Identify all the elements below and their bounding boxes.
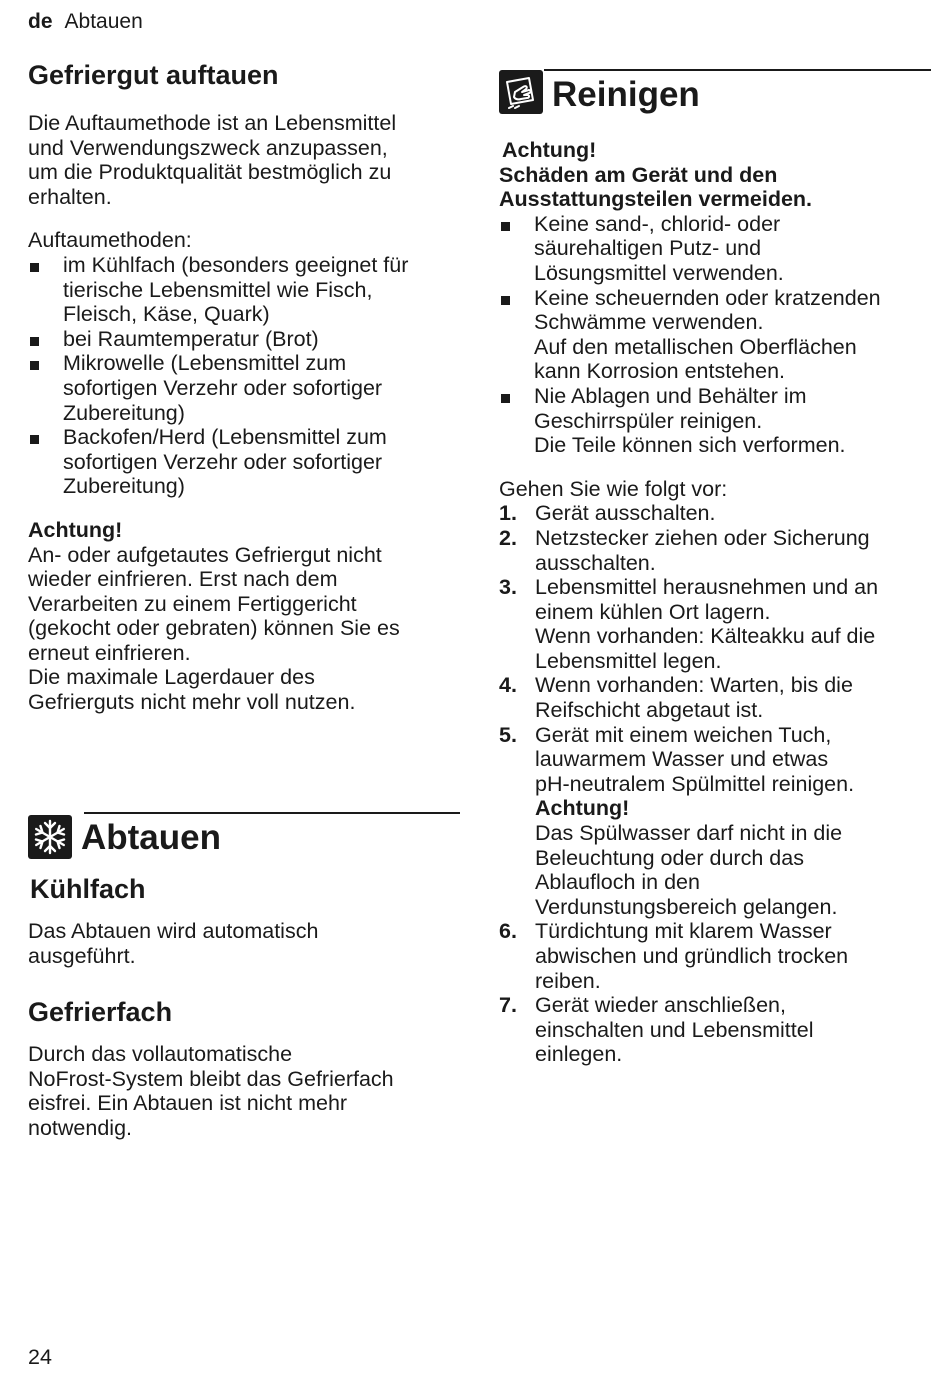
text-line: Wenn vorhanden: Kälteakku auf die xyxy=(535,624,876,649)
text-line: Türdichtung mit klarem Wasser xyxy=(535,919,832,944)
text-line: bei Raumtemperatur (Brot) xyxy=(63,326,319,351)
page-number: 24 xyxy=(28,1345,52,1369)
text-line: Lebensmittel herausnehmen und an xyxy=(535,575,879,600)
list-item xyxy=(28,327,460,352)
step-number: 1. xyxy=(499,501,517,526)
text-line: Verdunstungsbereich gelangen. xyxy=(535,894,838,919)
text-line: abwischen und gründlich trocken xyxy=(535,944,849,968)
text-line: Zubereitung) xyxy=(63,474,185,499)
thawing-warning xyxy=(28,518,460,715)
step-number: 3. xyxy=(499,575,517,600)
fridge-text xyxy=(28,919,460,968)
text-line: notwendig. xyxy=(28,1115,132,1140)
cleaning-warning xyxy=(499,138,931,212)
thawing-methods-label: Auftaumethoden: xyxy=(28,228,192,253)
text-line: Das Spülwasser darf nicht in die xyxy=(535,821,843,846)
text-line: Geschirrspüler reinigen. xyxy=(534,408,763,433)
text-line: lauwarmem Wasser und etwas xyxy=(535,747,829,772)
text-line: Keine sand-, chlorid- oder xyxy=(534,211,781,236)
thawing-methods-list xyxy=(28,253,460,499)
text-line: einschalten und Lebensmittel xyxy=(535,1017,814,1042)
text-line: Schwämme verwenden. xyxy=(534,310,764,335)
list-item xyxy=(28,253,460,327)
step-number: 5. xyxy=(499,722,517,747)
text-line: wieder einfrieren. Erst nach dem xyxy=(28,567,338,592)
text-line: reiben. xyxy=(535,968,601,993)
fridge-heading: Kühlfach xyxy=(30,874,146,904)
step-item xyxy=(499,723,931,920)
text-line: Durch das vollautomatische xyxy=(28,1042,293,1067)
text-line: Beleuchtung oder durch das xyxy=(535,845,804,870)
cleaning-section-header xyxy=(499,66,931,116)
text-line: Netzstecker ziehen oder Sicherung xyxy=(535,525,870,550)
list-item xyxy=(28,351,460,425)
text-line: Zubereitung) xyxy=(63,400,185,425)
text-line: im Kühlfach (besonders geeignet für xyxy=(63,252,409,277)
running-section-title: Abtauen xyxy=(64,10,143,33)
text-line: Ablaufloch in den xyxy=(535,870,700,895)
text-line: An- oder aufgetautes Gefriergut nicht xyxy=(28,542,382,567)
left-column xyxy=(28,58,460,715)
text-line: Verarbeiten zu einem Fertiggericht xyxy=(28,591,357,616)
freezer-text xyxy=(28,1042,460,1140)
cleaning-warnings-list xyxy=(499,212,931,458)
text-line: Die Teile können sich verformen. xyxy=(534,433,846,458)
text-line: einlegen. xyxy=(535,1042,623,1067)
list-item xyxy=(499,384,931,458)
step-number: 4. xyxy=(499,673,517,698)
text-line: Keine scheuernden oder kratzenden xyxy=(534,285,881,310)
text-line: Wenn vorhanden: Warten, bis die xyxy=(535,673,853,698)
text-line: erhalten. xyxy=(28,184,112,209)
text-line: einem kühlen Ort lagern. xyxy=(535,599,771,624)
text-line: sofortigen Verzehr oder sofortiger xyxy=(63,449,383,474)
cleaning-hand-icon xyxy=(499,70,543,114)
text-line: säurehaltigen Putz- und xyxy=(534,236,762,261)
text-line: (gekocht oder gebraten) können Sie es xyxy=(28,616,400,641)
text-line: kann Korrosion entstehen. xyxy=(534,359,785,384)
step-number: 7. xyxy=(499,993,517,1018)
list-item xyxy=(499,286,931,384)
snowflake-icon xyxy=(28,815,72,859)
text-line: Gerät ausschalten. xyxy=(535,501,716,526)
warning-label: Achtung! xyxy=(502,138,597,162)
defrost-section-header xyxy=(28,812,460,862)
text-line: ausschalten. xyxy=(535,550,656,575)
step-item xyxy=(499,993,931,1067)
text-line: Das Abtauen wird automatisch xyxy=(28,919,319,943)
right-column xyxy=(499,66,931,1067)
text-line: Backofen/Herd (Lebensmittel zum xyxy=(63,425,387,450)
defrost-section xyxy=(28,812,460,1141)
list-item xyxy=(499,212,931,286)
text-line: Die Auftaumethode ist an Lebensmittel xyxy=(28,111,397,135)
section-rule xyxy=(84,812,460,814)
cleaning-steps-list xyxy=(499,501,931,1067)
warning-label: Achtung! xyxy=(28,517,123,542)
warning-heading-line: Ausstattungsteilen vermeiden. xyxy=(499,187,813,212)
step-item xyxy=(499,919,931,993)
text-line: um die Produktqualität bestmöglich zu xyxy=(28,160,392,185)
cleaning-title: Reinigen xyxy=(552,75,700,114)
text-line: Reifschicht abgetaut ist. xyxy=(535,698,764,723)
text-line: ausgeführt. xyxy=(28,943,136,968)
warning-heading-line: Schäden am Gerät und den xyxy=(499,162,778,187)
text-line: tierische Lebensmittel wie Fisch, xyxy=(63,277,373,302)
text-line: Fleisch, Käse, Quark) xyxy=(63,302,270,327)
text-line: sofortigen Verzehr oder sofortiger xyxy=(63,375,383,400)
thawing-intro xyxy=(28,111,460,209)
text-line: Die maximale Lagerdauer des xyxy=(28,665,315,690)
thawing-heading: Gefriergut auftauen xyxy=(28,60,279,90)
language-code: de xyxy=(28,10,53,33)
text-line: Nie Ablagen und Behälter im xyxy=(534,383,807,408)
text-line: Lösungsmittel verwenden. xyxy=(534,260,784,285)
defrost-title: Abtauen xyxy=(81,818,221,857)
text-line: Mikrowelle (Lebensmittel zum xyxy=(63,351,347,376)
text-line: Gefrierguts nicht mehr voll nutzen. xyxy=(28,690,356,715)
text-line: Gerät mit einem weichen Tuch, xyxy=(535,722,832,747)
step-number: 6. xyxy=(499,919,517,944)
text-line: NoFrost-System bleibt das Gefrierfach xyxy=(28,1066,394,1091)
text-line: Auf den metallischen Oberflächen xyxy=(534,334,857,359)
running-header xyxy=(28,9,143,35)
text-line: Lebensmittel legen. xyxy=(535,648,722,673)
step-item xyxy=(499,673,931,722)
step-item xyxy=(499,575,931,673)
step-number: 2. xyxy=(499,525,517,550)
steps-intro: Gehen Sie wie folgt vor: xyxy=(499,476,728,501)
step-item xyxy=(499,501,931,526)
step-note-label: Achtung! xyxy=(535,796,630,821)
text-line: pH-neutralem Spülmittel reinigen. xyxy=(535,771,855,796)
list-item xyxy=(28,425,460,499)
text-line: und Verwendungszweck anzupassen, xyxy=(28,135,388,160)
freezer-heading: Gefrierfach xyxy=(28,997,173,1028)
text-line: eisfrei. Ein Abtauen ist nicht mehr xyxy=(28,1091,348,1116)
text-line: erneut einfrieren. xyxy=(28,640,191,665)
step-item xyxy=(499,526,931,575)
text-line: Gerät wieder anschließen, xyxy=(535,993,786,1018)
section-rule xyxy=(544,69,931,71)
